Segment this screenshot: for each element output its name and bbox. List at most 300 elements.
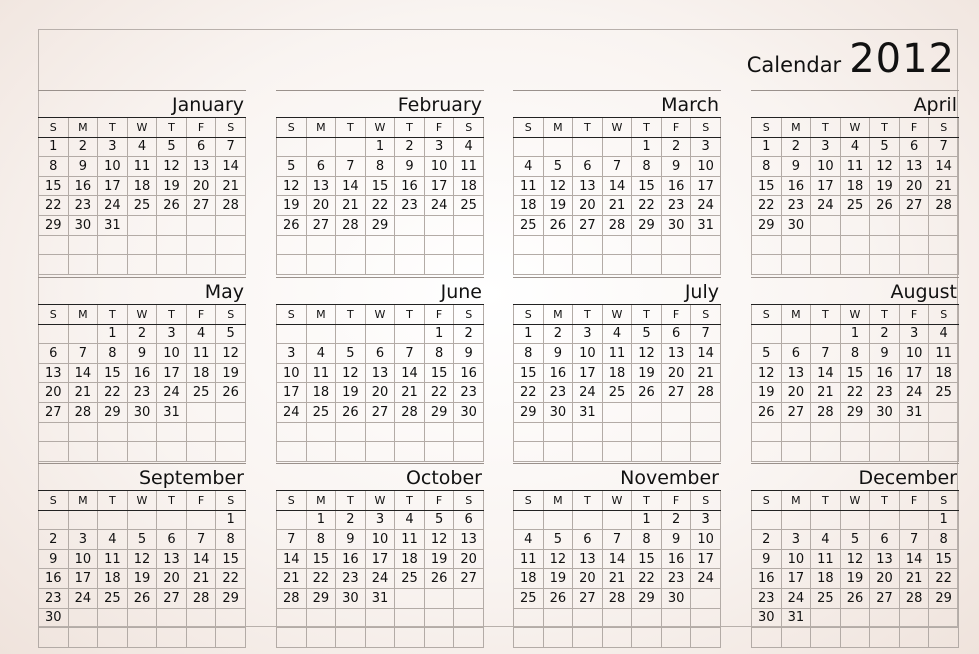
empty-cell [661,402,691,422]
day-cell: 19 [632,363,662,383]
day-cell: 7 [216,137,246,157]
weekday-header: S [514,491,544,510]
weekday-header: T [98,118,128,137]
weekday-header: T [395,491,425,510]
empty-cell [929,215,959,235]
weekday-header: S [752,491,782,510]
day-cell: 17 [691,176,721,196]
empty-cell [632,235,662,255]
weekday-header: T [811,118,841,137]
weekday-header: M [68,118,98,137]
month-name: January [38,90,246,118]
empty-cell [811,324,841,344]
month-name: August [751,277,959,305]
day-cell: 31 [691,215,721,235]
day-cell: 29 [216,588,246,608]
day-cell: 12 [336,363,366,383]
empty-cell [98,235,128,255]
day-cell: 1 [216,510,246,530]
day-cell: 26 [543,588,573,608]
weekday-header: S [929,491,959,510]
day-cell: 18 [929,363,959,383]
day-cell: 2 [336,510,366,530]
day-cell: 31 [365,588,395,608]
weekday-header: T [336,491,366,510]
weekday-header: F [899,491,929,510]
empty-cell [277,442,307,462]
empty-cell [306,608,336,628]
day-cell: 11 [840,157,870,177]
day-cell: 10 [691,157,721,177]
day-cell: 19 [277,196,307,216]
day-cell: 20 [39,383,69,403]
day-cell: 4 [811,530,841,550]
empty-cell [870,608,900,628]
day-cell: 26 [752,402,782,422]
day-cell: 22 [424,383,454,403]
empty-cell [602,255,632,275]
empty-cell [277,510,307,530]
day-cell: 22 [632,569,662,589]
empty-cell [691,235,721,255]
day-cell: 30 [336,588,366,608]
month-grid [38,305,246,462]
day-cell: 27 [39,402,69,422]
month-name: December [751,463,959,491]
day-cell: 25 [811,588,841,608]
day-cell: 11 [98,549,128,569]
day-cell: 8 [929,530,959,550]
empty-cell [811,510,841,530]
empty-cell [306,628,336,648]
empty-cell [39,235,69,255]
empty-cell [811,442,841,462]
day-cell: 19 [840,569,870,589]
empty-cell [691,442,721,462]
empty-cell [691,255,721,275]
day-cell: 3 [365,510,395,530]
empty-cell [68,422,98,442]
day-cell: 9 [395,157,425,177]
empty-cell [543,255,573,275]
day-cell: 9 [127,344,157,364]
day-cell: 8 [216,530,246,550]
empty-cell [752,510,782,530]
weekday-header: S [39,491,69,510]
empty-cell [395,324,425,344]
day-cell: 7 [691,324,721,344]
empty-cell [157,608,187,628]
day-cell: 16 [661,176,691,196]
empty-cell [840,442,870,462]
day-cell: 27 [573,215,603,235]
day-cell: 4 [602,324,632,344]
month-name: September [38,463,246,491]
day-cell: 2 [870,324,900,344]
empty-cell [811,215,841,235]
day-cell: 29 [39,215,69,235]
weekday-header: T [632,491,662,510]
month-grid [276,305,484,462]
empty-cell [424,608,454,628]
empty-cell [186,608,216,628]
day-cell: 22 [752,196,782,216]
day-cell: 21 [216,176,246,196]
empty-cell [277,235,307,255]
day-cell: 25 [929,383,959,403]
empty-cell [752,422,782,442]
month-grid [513,305,721,462]
day-cell: 23 [454,383,484,403]
weekday-header: W [365,491,395,510]
day-cell: 19 [752,383,782,403]
empty-cell [602,442,632,462]
day-cell: 28 [395,402,425,422]
weekday-header: M [543,491,573,510]
empty-cell [39,628,69,648]
empty-cell [186,510,216,530]
empty-cell [929,628,959,648]
weekday-header: S [216,491,246,510]
empty-cell [661,628,691,648]
day-cell: 26 [277,215,307,235]
day-cell: 20 [186,176,216,196]
empty-cell [365,255,395,275]
day-cell: 9 [68,157,98,177]
empty-cell [336,422,366,442]
day-cell: 6 [781,344,811,364]
day-cell: 3 [811,137,841,157]
empty-cell [277,324,307,344]
month-march [513,90,721,275]
day-cell: 11 [306,363,336,383]
empty-cell [127,255,157,275]
day-cell: 10 [781,549,811,569]
empty-cell [691,608,721,628]
weekday-header: F [186,491,216,510]
day-cell: 3 [98,137,128,157]
empty-cell [781,255,811,275]
month-may [38,277,246,462]
empty-cell [514,442,544,462]
empty-cell [306,137,336,157]
empty-cell [781,510,811,530]
empty-cell [277,608,307,628]
day-cell: 4 [127,137,157,157]
empty-cell [277,422,307,442]
empty-cell [395,235,425,255]
day-cell: 30 [39,608,69,628]
empty-cell [781,442,811,462]
day-cell: 4 [395,510,425,530]
day-cell: 21 [68,383,98,403]
day-cell: 15 [424,363,454,383]
day-cell: 30 [781,215,811,235]
day-cell: 2 [543,324,573,344]
day-cell: 20 [365,383,395,403]
day-cell: 17 [691,549,721,569]
weekday-header: F [661,118,691,137]
weekday-header: T [573,118,603,137]
empty-cell [454,255,484,275]
day-cell: 25 [840,196,870,216]
day-cell: 12 [632,344,662,364]
day-cell: 7 [336,157,366,177]
weekday-header: M [781,491,811,510]
day-cell: 27 [899,196,929,216]
month-grid [513,118,721,275]
day-cell: 28 [277,588,307,608]
empty-cell [870,215,900,235]
empty-cell [781,324,811,344]
day-cell: 9 [39,549,69,569]
empty-cell [216,402,246,422]
day-cell: 14 [216,157,246,177]
day-cell: 22 [929,569,959,589]
month-name: July [513,277,721,305]
month-grid [513,491,721,648]
day-cell: 11 [514,176,544,196]
day-cell: 1 [929,510,959,530]
empty-cell [68,628,98,648]
day-cell: 6 [365,344,395,364]
empty-cell [781,422,811,442]
weekday-header: F [424,491,454,510]
day-cell: 19 [424,549,454,569]
day-cell: 6 [186,137,216,157]
day-cell: 6 [899,137,929,157]
empty-cell [543,510,573,530]
day-cell: 6 [306,157,336,177]
empty-cell [632,442,662,462]
day-cell: 22 [365,196,395,216]
day-cell: 23 [68,196,98,216]
day-cell: 2 [661,137,691,157]
day-cell: 9 [661,157,691,177]
empty-cell [277,255,307,275]
day-cell: 29 [365,215,395,235]
empty-cell [365,628,395,648]
day-cell: 31 [899,402,929,422]
day-cell: 21 [336,196,366,216]
day-cell: 7 [899,530,929,550]
day-cell: 26 [127,588,157,608]
empty-cell [899,628,929,648]
empty-cell [395,215,425,235]
day-cell: 21 [899,569,929,589]
day-cell: 29 [98,402,128,422]
empty-cell [186,402,216,422]
day-cell: 25 [306,402,336,422]
empty-cell [127,215,157,235]
weekday-header: S [216,118,246,137]
day-cell: 31 [98,215,128,235]
day-cell: 27 [661,383,691,403]
day-cell: 1 [306,510,336,530]
empty-cell [157,628,187,648]
empty-cell [543,442,573,462]
weekday-header: S [691,491,721,510]
weekday-header: M [68,305,98,324]
empty-cell [186,235,216,255]
empty-cell [632,608,662,628]
weekday-header: F [899,305,929,324]
day-cell: 28 [929,196,959,216]
empty-cell [752,628,782,648]
empty-cell [899,510,929,530]
day-cell: 21 [811,383,841,403]
empty-cell [573,137,603,157]
day-cell: 6 [157,530,187,550]
day-cell: 20 [573,569,603,589]
day-cell: 4 [514,157,544,177]
day-cell: 19 [336,383,366,403]
day-cell: 9 [454,344,484,364]
day-cell: 24 [424,196,454,216]
weekday-header: T [870,491,900,510]
weekday-header: S [454,118,484,137]
empty-cell [573,628,603,648]
weekday-header: T [632,305,662,324]
day-cell: 3 [691,510,721,530]
empty-cell [840,215,870,235]
empty-cell [632,628,662,648]
month-january [38,90,246,275]
empty-cell [395,442,425,462]
day-cell: 20 [661,363,691,383]
day-cell: 12 [840,549,870,569]
day-cell: 28 [811,402,841,422]
day-cell: 13 [573,176,603,196]
empty-cell [543,422,573,442]
day-cell: 14 [602,549,632,569]
day-cell: 24 [365,569,395,589]
day-cell: 28 [336,215,366,235]
empty-cell [602,422,632,442]
weekday-header: T [811,305,841,324]
day-cell: 10 [424,157,454,177]
month-grid [751,305,959,462]
empty-cell [514,235,544,255]
weekday-header: F [424,118,454,137]
day-cell: 23 [870,383,900,403]
weekday-header: M [543,118,573,137]
empty-cell [543,608,573,628]
weekday-header: S [39,305,69,324]
day-cell: 19 [543,569,573,589]
empty-cell [98,422,128,442]
day-cell: 31 [157,402,187,422]
empty-cell [454,608,484,628]
weekday-header: F [899,118,929,137]
day-cell: 1 [98,324,128,344]
empty-cell [661,442,691,462]
empty-cell [840,422,870,442]
empty-cell [98,628,128,648]
empty-cell [365,235,395,255]
empty-cell [573,608,603,628]
empty-cell [336,255,366,275]
empty-cell [216,608,246,628]
day-cell: 13 [365,363,395,383]
day-cell: 9 [543,344,573,364]
day-cell: 22 [216,569,246,589]
day-cell: 5 [424,510,454,530]
empty-cell [899,442,929,462]
weekday-header: T [157,118,187,137]
day-cell: 2 [395,137,425,157]
day-cell: 27 [186,196,216,216]
day-cell: 5 [277,157,307,177]
day-cell: 23 [127,383,157,403]
day-cell: 14 [186,549,216,569]
day-cell: 2 [454,324,484,344]
empty-cell [98,442,128,462]
day-cell: 16 [395,176,425,196]
day-cell: 22 [514,383,544,403]
weekday-header: W [840,491,870,510]
day-cell: 18 [602,363,632,383]
day-cell: 4 [186,324,216,344]
day-cell: 8 [752,157,782,177]
day-cell: 14 [811,363,841,383]
empty-cell [602,402,632,422]
empty-cell [899,422,929,442]
empty-cell [691,588,721,608]
month-grid [276,491,484,648]
weekday-header: S [691,305,721,324]
day-cell: 10 [899,344,929,364]
day-cell: 19 [216,363,246,383]
weekday-header: T [98,491,128,510]
day-cell: 28 [68,402,98,422]
day-cell: 17 [157,363,187,383]
day-cell: 13 [870,549,900,569]
empty-cell [306,324,336,344]
day-cell: 28 [691,383,721,403]
weekday-header: S [39,118,69,137]
empty-cell [186,442,216,462]
weekday-header: M [781,118,811,137]
day-cell: 3 [691,137,721,157]
day-cell: 26 [157,196,187,216]
day-cell: 27 [365,402,395,422]
day-cell: 27 [870,588,900,608]
empty-cell [840,510,870,530]
empty-cell [424,628,454,648]
day-cell: 14 [395,363,425,383]
empty-cell [157,442,187,462]
weekday-header: S [216,305,246,324]
day-cell: 29 [632,588,662,608]
month-name: April [751,90,959,118]
empty-cell [186,215,216,235]
day-cell: 5 [336,344,366,364]
empty-cell [840,628,870,648]
day-cell: 24 [811,196,841,216]
day-cell: 9 [781,157,811,177]
empty-cell [543,628,573,648]
day-cell: 8 [424,344,454,364]
day-cell: 25 [186,383,216,403]
day-cell: 9 [661,530,691,550]
month-name: February [276,90,484,118]
empty-cell [602,137,632,157]
month-name: March [513,90,721,118]
weekday-header: T [98,305,128,324]
weekday-header: S [277,118,307,137]
day-cell: 29 [929,588,959,608]
